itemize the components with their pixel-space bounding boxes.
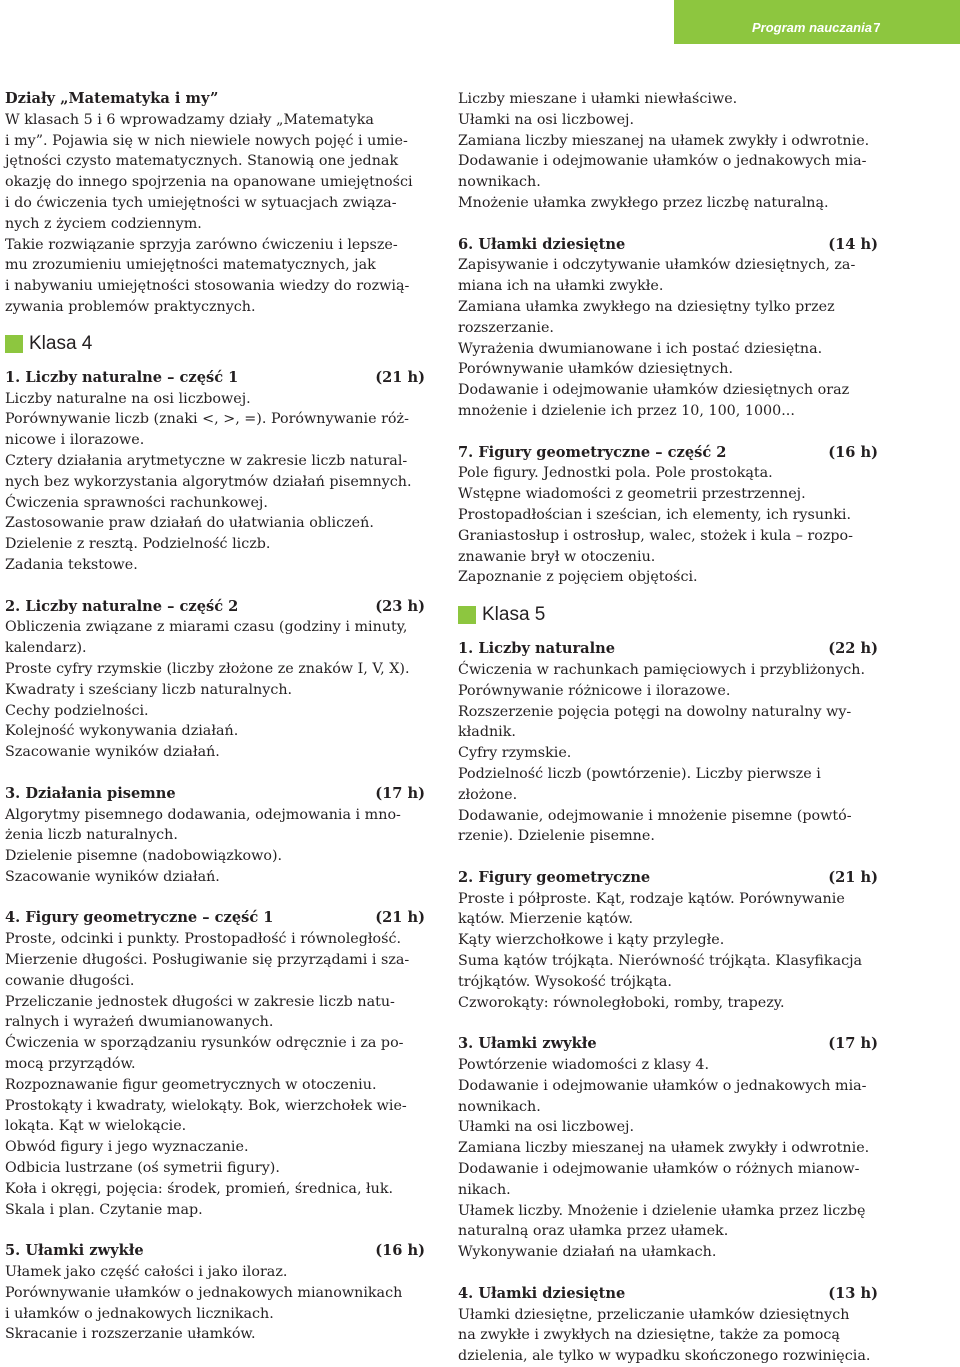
text-line: Kwadraty i sześciany liczb naturalnych.	[5, 681, 293, 698]
section-hours: (21 h)	[375, 368, 425, 386]
text-line: i my”. Pojawia się w nich niewiele nowych pojęć i umie-	[5, 132, 408, 149]
text-line: Liczby mieszane i ułamki niewłaściwe.	[458, 91, 738, 107]
text-line: Ułamek jako część całości i jako iloraz.	[5, 1264, 288, 1281]
klasa-4-sections	[5, 368, 425, 1345]
klasa-5-label: Klasa 5	[482, 604, 546, 626]
text-line: Ćwiczenia sprawności rachunkowej.	[5, 494, 268, 511]
text-line: Powtórzenie wiadomości z klasy 4.	[458, 1057, 710, 1074]
text-line: Ułamki na osi liczbowej.	[458, 1119, 635, 1136]
text-line: Skracanie i rozszerzanie ułamków.	[5, 1326, 256, 1343]
syllabus-section	[458, 1034, 878, 1263]
text-line: Porównywanie ułamków o jednakowych mianownikach	[5, 1284, 403, 1301]
section-hours: (22 h)	[828, 640, 878, 658]
text-line: na zwykłe i zwykłych na dziesiętne, także za pomocą	[458, 1327, 840, 1344]
text-line: nych z życiem codziennym.	[5, 215, 202, 232]
text-line: Zapisywanie i odczytywanie ułamków dziesiętnych, za-	[458, 257, 856, 274]
text-line: Cyfry rzymskie.	[458, 745, 572, 762]
section-title: 4. Ułamki dziesiętne	[458, 1284, 626, 1302]
section-body	[5, 805, 425, 888]
section-heading	[5, 368, 425, 389]
section-hours: (14 h)	[828, 235, 878, 253]
text-line: rzenie). Dzielenie pisemne.	[458, 828, 655, 845]
text-line: Takie rozwiązanie sprzyja zarówno ćwiczeniu i lepsze-	[5, 236, 398, 253]
text-line: Ułamek liczby. Mnożenie i dzielenie ułamka przez liczbę	[458, 1202, 866, 1219]
syllabus-section	[458, 868, 878, 1014]
text-line: dzielenia, ale tylko w wypadku skończonego rozwinięcia.	[458, 1348, 871, 1365]
green-square-marker	[5, 335, 23, 353]
text-line: znawanie brył w otoczeniu.	[458, 548, 656, 565]
intro-paragraph-2	[5, 235, 425, 318]
text-line: Rozszerzenie pojęcia potęgi na dowolny naturalny wy-	[458, 703, 852, 720]
section-hours: (16 h)	[828, 443, 878, 461]
text-line: Porównywanie różnicowe i ilorazowe.	[458, 682, 731, 699]
section-title: 7. Figury geometryczne – część 2	[458, 443, 727, 461]
text-line: żenia liczb naturalnych.	[5, 827, 178, 844]
text-line: Obwód figury i jego wyznaczanie.	[5, 1139, 249, 1156]
text-line: Szacowanie wyników działań.	[5, 868, 220, 885]
klasa-5-sections	[458, 639, 878, 1367]
section-title: 2. Figury geometryczne	[458, 868, 651, 886]
text-line: nownikach.	[458, 174, 541, 191]
text-line: nikach.	[458, 1181, 511, 1198]
text-line: lokąta. Kąt w wielokącie.	[5, 1118, 187, 1135]
text-line: rozszerzanie.	[458, 319, 554, 336]
syllabus-section	[5, 1241, 425, 1345]
text-line: mnożenie i dzielenie ich przez 10, 100, 1000...	[458, 402, 795, 419]
text-line: Podzielność liczb (powtórzenie). Liczby pierwsze i złożone.	[458, 765, 821, 803]
text-line: kalendarz).	[5, 640, 87, 657]
text-line: i ułamków o jednakowych licznikach.	[5, 1305, 274, 1322]
text-line: Obliczenia związane z miarami czasu (godziny i minuty,	[5, 619, 408, 636]
text-line: Wykonywanie działań na ułamkach.	[458, 1244, 717, 1261]
text-line: nownikach.	[458, 1098, 541, 1115]
section-heading	[458, 639, 878, 660]
klasa-5-heading	[458, 600, 878, 630]
section-body	[5, 617, 425, 763]
section-heading	[5, 597, 425, 618]
text-line: Suma kątów trójkąta. Nierówność trójkąta. Klasyfikacja	[458, 953, 863, 970]
section-hours: (21 h)	[828, 868, 878, 886]
text-line: kładnik.	[458, 724, 516, 741]
text-line: Dodawanie i odejmowanie ułamków o jednakowych mia-	[458, 1077, 867, 1094]
section-heading	[458, 1034, 878, 1055]
syllabus-section	[458, 443, 878, 589]
text-line: Proste, odcinki i punkty. Prostopadłość i równoległość.	[5, 931, 402, 948]
section-heading	[5, 908, 425, 929]
text-line: Porównywanie ułamków dziesiętnych.	[458, 361, 734, 378]
section-body	[5, 1262, 425, 1345]
text-line: Zamiana liczby mieszanej na ułamek zwykły i odwrotnie.	[458, 1140, 870, 1157]
section-body	[458, 463, 878, 588]
text-line: Czworokąty: równoległoboki, romby, trapezy.	[458, 994, 785, 1011]
section-hours: (17 h)	[828, 1035, 878, 1053]
section-heading	[458, 443, 878, 464]
section-title: 3. Ułamki zwykłe	[458, 1035, 597, 1053]
text-line: Proste cyfry rzymskie (liczby złożone ze znaków I, V, X).	[5, 660, 410, 677]
text-line: Przeliczanie jednostek długości w zakresie liczb natu-	[5, 993, 395, 1010]
running-header-title: Program nauczania	[752, 20, 872, 35]
text-line: Porównywanie liczb (znaki <, >, =). Porównywanie róż-	[5, 411, 409, 428]
text-line: kątów. Mierzenie kątów.	[458, 911, 634, 928]
green-square-marker	[458, 606, 476, 624]
text-line: Dodawanie, odejmowanie i mnożenie pisemne (powtó-	[458, 807, 852, 824]
text-line: Kąty wierzchołkowe i kąty przyległe.	[458, 932, 725, 949]
text-line: Kolejność wykonywania działań.	[5, 723, 239, 740]
text-line: Szacowanie wyników działań.	[5, 744, 220, 761]
right-column	[458, 89, 878, 1367]
text-line: Zadania tekstowe.	[5, 556, 138, 573]
syllabus-section	[5, 784, 425, 888]
section-body	[458, 255, 878, 421]
text-line: mu zrozumieniu umiejętności matematycznych, jak	[5, 257, 376, 274]
section-body	[5, 929, 425, 1220]
text-line: Zamiana liczby mieszanej na ułamek zwykły i odwrotnie.	[458, 132, 870, 149]
continued-section-5-lines	[458, 89, 878, 214]
text-line: Algorytmy pisemnego dodawania, odejmowania i mno-	[5, 806, 401, 823]
left-column	[5, 89, 425, 1345]
text-line: Zamiana ułamka zwykłego na dziesiętny tylko przez	[458, 298, 835, 315]
section-body	[458, 1305, 878, 1367]
text-line: Mnożenie ułamka zwykłego przez liczbę naturalną.	[458, 194, 829, 211]
text-line: i nabywaniu umiejętności stosowania wiedzy do rozwią-	[5, 278, 410, 295]
section-hours: (13 h)	[828, 1284, 878, 1302]
text-line: Dodawanie i odejmowanie ułamków o różnych mianow-	[458, 1161, 860, 1178]
text-line: Skala i plan. Czytanie map.	[5, 1201, 203, 1218]
syllabus-section	[5, 368, 425, 576]
text-line: okazję do innego spojrzenia na opanowane umiejętności	[5, 174, 413, 191]
section-heading	[5, 784, 425, 805]
section-hours: (23 h)	[375, 597, 425, 615]
klasa-4-sections-continued	[458, 235, 878, 589]
text-line: Zastosowanie praw działań do ułatwiania obliczeń.	[5, 515, 374, 532]
text-line: Ćwiczenia w sporządzaniu rysunków odręcznie i za po-	[5, 1035, 404, 1052]
section-body	[5, 389, 425, 576]
syllabus-section	[458, 235, 878, 422]
klasa-4-label: Klasa 4	[29, 332, 93, 354]
text-line: Wstępne wiadomości z geometrii przestrzennej.	[458, 486, 806, 503]
syllabus-section	[5, 597, 425, 763]
intro-paragraph-1	[5, 110, 425, 235]
klasa-4-heading	[5, 329, 425, 359]
text-line: Graniastosłup i ostrosłup, walec, stożek i kula – rozpo-	[458, 527, 853, 544]
section-hours: (21 h)	[375, 909, 425, 927]
section-title: 1. Liczby naturalne	[458, 640, 616, 658]
text-line: Wyrażenia dwumianowane i ich postać dziesiętna.	[458, 340, 823, 357]
text-line: Liczby naturalne na osi liczbowej.	[5, 390, 251, 407]
text-line: Zapoznanie z pojęciem objętości.	[458, 569, 698, 586]
section-title: 2. Liczby naturalne – część 2	[5, 597, 239, 615]
section-title: 1. Liczby naturalne – część 1	[5, 368, 239, 386]
text-line: cowanie długości.	[5, 972, 135, 989]
text-line: Dzielenie z resztą. Podzielność liczb.	[5, 536, 271, 553]
text-line: Proste i półproste. Kąt, rodzaje kątów. Porównywanie	[458, 890, 845, 907]
text-line: Ćwiczenia w rachunkach pamięciowych i przybliżonych.	[458, 661, 866, 678]
section-body	[458, 660, 878, 847]
section-heading	[458, 1284, 878, 1305]
text-line: Cechy podzielności.	[5, 702, 149, 719]
section-heading	[458, 235, 878, 256]
section-title: 4. Figury geometryczne – część 1	[5, 909, 274, 927]
text-line: Ułamki na osi liczbowej.	[458, 111, 635, 128]
section-title: 6. Ułamki dziesiętne	[458, 235, 626, 253]
text-line: ralnych i wyrażeń dwumianowanych.	[5, 1014, 274, 1031]
text-line: Koła i okręgi, pojęcia: środek, promień, średnica, łuk.	[5, 1180, 394, 1197]
text-line: Pole figury. Jednostki pola. Pole prostokąta.	[458, 465, 773, 482]
text-line: zywania problemów praktycznych.	[5, 298, 256, 315]
text-line: miana ich na ułamki zwykłe.	[458, 278, 664, 295]
text-line: nych bez wykorzystania algorytmów działań pisemnych.	[5, 473, 412, 490]
text-line: Odbicia lustrzane (oś symetrii figury).	[5, 1160, 280, 1177]
section-heading	[458, 868, 878, 889]
text-line: Mierzenie długości. Posługiwanie się przyrządami i sza-	[5, 952, 410, 969]
section-title: 3. Działania pisemne	[5, 784, 176, 802]
section-heading	[5, 1241, 425, 1262]
section-title: 5. Ułamki zwykłe	[5, 1242, 144, 1260]
section-hours: (17 h)	[375, 784, 425, 802]
text-line: nicowe i ilorazowe.	[5, 432, 145, 449]
section-body	[458, 1055, 878, 1263]
text-line: Cztery działania arytmetyczne w zakresie liczb natural-	[5, 452, 408, 469]
syllabus-section	[5, 908, 425, 1220]
text-line: mocą przyrządów.	[5, 1056, 136, 1073]
text-line: Dodawanie i odejmowanie ułamków o jednakowych mia-	[458, 153, 867, 170]
text-line: Ułamki dziesiętne, przeliczanie ułamków dziesiętnych	[458, 1306, 850, 1323]
text-line: Dzielenie pisemne (nadobowiązkowo).	[5, 848, 283, 865]
text-line: trójkątów. Wysokość trójkąta.	[458, 973, 672, 990]
syllabus-section	[458, 639, 878, 847]
text-line: Prostopadłościan i sześcian, ich elementy, ich rysunki.	[458, 506, 852, 523]
text-line: Prostokąty i kwadraty, wielokąty. Bok, wierzchołek wie-	[5, 1097, 407, 1114]
page-number: 7	[873, 20, 881, 35]
section-body	[458, 889, 878, 1014]
text-line: W klasach 5 i 6 wprowadzamy działy „Matematyka	[5, 111, 374, 128]
text-line: Dodawanie i odejmowanie ułamków dziesiętnych oraz	[458, 382, 850, 399]
section-hours: (16 h)	[375, 1242, 425, 1260]
text-line: i do ćwiczenia tych umiejętności w sytuacjach związa-	[5, 194, 397, 211]
text-line: naturalną oraz ułamka przez ułamek.	[458, 1223, 729, 1240]
intro-title: Działy „Matematyka i my”	[5, 90, 219, 107]
text-line: jętności czysto matematycznych. Stanowią one jednak	[5, 153, 399, 170]
text-line: Rozpoznawanie figur geometrycznych w otoczeniu.	[5, 1076, 377, 1093]
